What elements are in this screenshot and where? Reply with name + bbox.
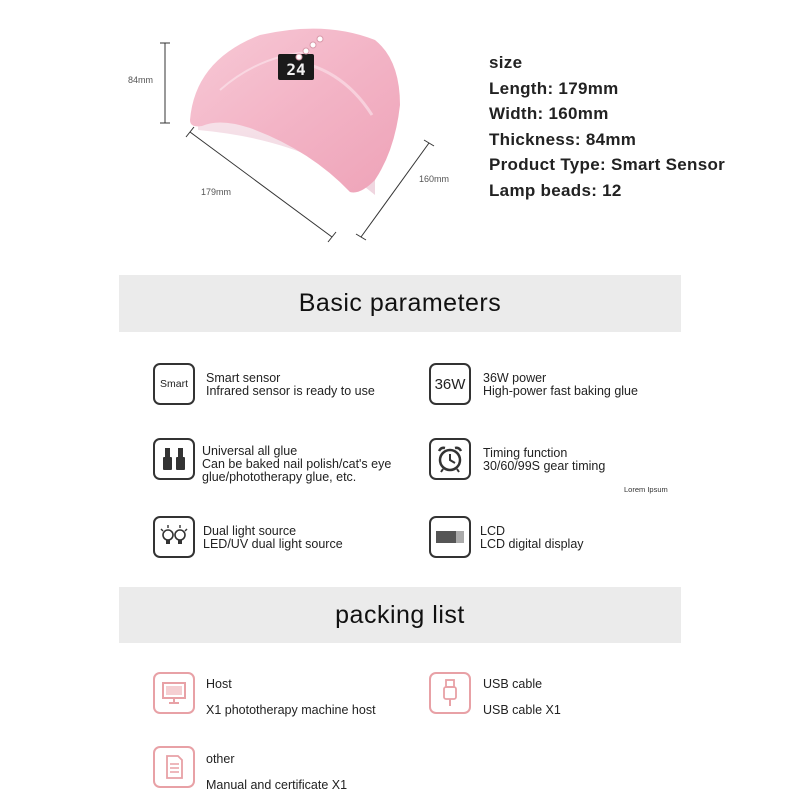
power-36w-icon: 36W (429, 363, 471, 405)
nail-lamp-image (110, 20, 490, 250)
spec-width: Width: 160mm (489, 104, 609, 123)
usb-cable-icon (429, 672, 471, 714)
basic-parameters-banner (119, 275, 681, 332)
param-dual-light: Dual light source LED/UV dual light source (203, 524, 343, 551)
document-icon (153, 746, 195, 788)
pack-usb-detail: USB cable X1 (483, 703, 561, 717)
lcd-display-icon (429, 516, 471, 558)
pack-usb-title: USB cable (483, 677, 543, 691)
width-dimension-label: 160mm (419, 174, 450, 184)
light-bulbs-icon (153, 516, 195, 558)
param-power: 36W power High-power fast baking glue (483, 371, 638, 398)
param-universal-glue: Universal all glue Can be baked nail polish/cat's eye glue/phototherapy glue, etc. (202, 444, 392, 484)
lamp-display-readout: 24 (286, 60, 306, 79)
pack-other-detail: Manual and certificate X1 (206, 778, 348, 792)
smart-sensor-icon: Smart (153, 363, 195, 405)
glue-bottles-icon (153, 438, 195, 480)
alarm-clock-icon (429, 438, 471, 480)
pack-host-detail: X1 phototherapy machine host (206, 703, 376, 717)
spec-product-type: Product Type: Smart Sensor (489, 155, 726, 174)
packing-list-banner (119, 587, 681, 643)
packing-list-title: packing list (335, 601, 465, 629)
pack-host-title: Host (206, 677, 232, 691)
height-dimension-label: 84mm (128, 75, 154, 85)
monitor-icon (153, 672, 195, 714)
param-timing: Timing function 30/60/99S gear timing (483, 446, 606, 473)
pack-other-title: other (206, 752, 235, 766)
specs-heading: size (489, 53, 523, 72)
spec-thickness: Thickness: 84mm (489, 129, 637, 149)
spec-length: Length: 179mm (489, 78, 619, 98)
basic-parameters-title: Basic parameters (298, 289, 502, 317)
length-dimension-label: 179mm (201, 187, 232, 197)
spec-lamp-beads: Lamp beads: 12 (489, 180, 622, 200)
product-illustration (110, 20, 490, 250)
lorem-ipsum-note: Lorem Ipsum (624, 485, 668, 494)
param-smart-sensor: Smart sensor Infrared sensor is ready to use (206, 371, 375, 398)
size-specs (489, 50, 725, 203)
param-lcd: LCD LCD digital display (480, 524, 584, 551)
